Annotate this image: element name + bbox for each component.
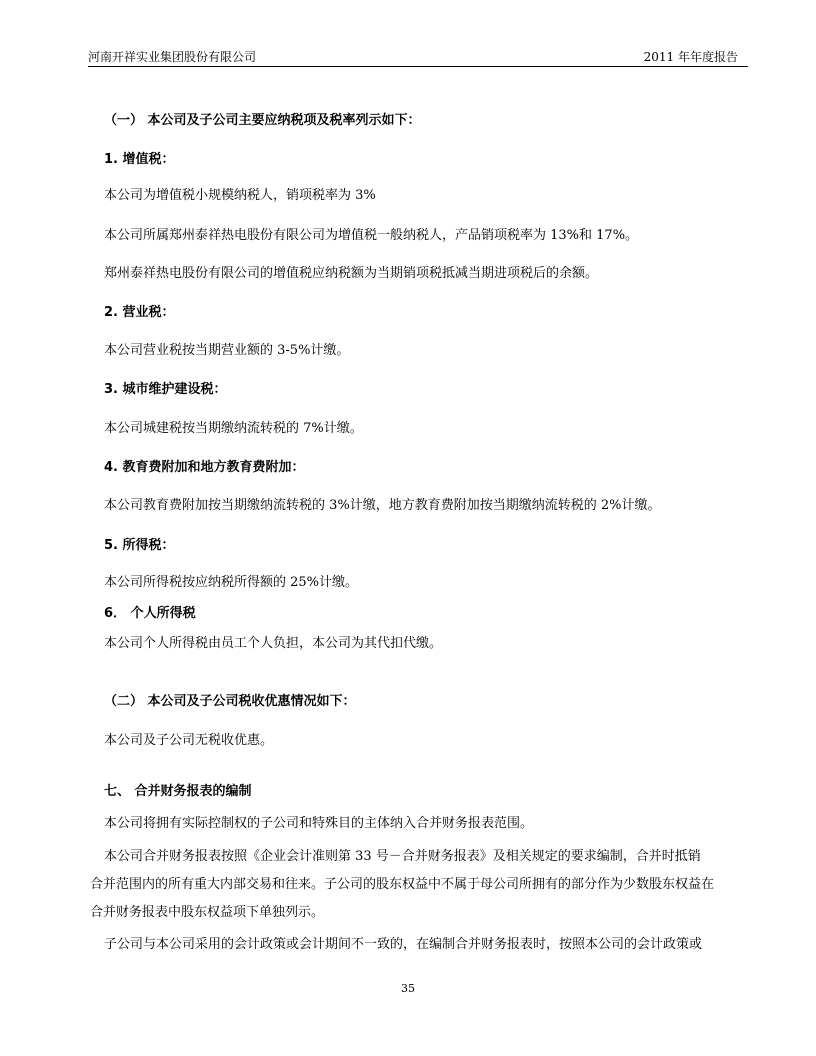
section-1-title: （一） 本公司及子公司主要应纳税项及税率列示如下： <box>104 113 421 128</box>
page-header <box>88 48 748 66</box>
income-tax-heading: 5. 所得税： <box>104 538 175 553</box>
section-7-paragraph-2-line-2: 合并范围内的所有重大内部交易和往来。子公司的股东权益中不属于母公司所拥有的部分作为少数股东权益在 <box>90 877 715 892</box>
income-tax-paragraph: 本公司所得税按应纳税所得额的 25%计缴。 <box>104 575 359 590</box>
header-report-title: 2011 年年度报告 <box>643 50 738 64</box>
section-2-title: （二） 本公司及子公司税收优惠情况如下： <box>104 694 356 709</box>
city-tax-paragraph: 本公司城建税按当期缴纳流转税的 7%计缴。 <box>104 421 363 436</box>
vat-paragraph-2: 本公司所属郑州泰祥热电股份有限公司为增值税一般纳税人，产品销项税率为 13%和 17%。 <box>104 228 639 243</box>
section-7-title: 七、 合并财务报表的编制 <box>104 784 252 799</box>
personal-tax-paragraph: 本公司个人所得税由员工个人负担，本公司为其代扣代缴。 <box>104 636 443 651</box>
section-7-paragraph-2-line-3: 合并财务报表中股东权益项下单独列示。 <box>90 905 325 920</box>
header-company-name: 河南开祥实业集团股份有限公司 <box>88 50 257 64</box>
vat-paragraph-1: 本公司为增值税小规模纳税人，销项税率为 3% <box>104 188 376 203</box>
vat-paragraph-3: 郑州泰祥热电股份有限公司的增值税应纳税额为当期销项税抵减当期进项税后的余额。 <box>104 266 599 281</box>
section-2-paragraph: 本公司及子公司无税收优惠。 <box>104 733 274 748</box>
section-7-paragraph-3-line-1: 子公司与本公司采用的会计政策或会计期间不一致的，在编制合并财务报表时，按照本公司的会计政策或 <box>104 937 703 952</box>
business-tax-paragraph: 本公司营业税按当期营业额的 3-5%计缴。 <box>104 343 350 358</box>
header-divider <box>88 66 748 67</box>
personal-tax-heading: 6． 个人所得税 <box>104 606 196 621</box>
education-fee-heading: 4. 教育费附加和地方教育费附加： <box>104 460 305 475</box>
section-7-paragraph-2-line-1: 本公司合并财务报表按照《企业会计准则第 33 号－合并财务报表》及相关规定的要求编制，合并时抵销 <box>104 849 701 864</box>
business-tax-heading: 2. 营业税： <box>104 305 175 320</box>
page-number: 35 <box>401 982 415 995</box>
city-tax-heading: 3. 城市维护建设税： <box>104 382 227 397</box>
education-fee-paragraph: 本公司教育费附加按当期缴纳流转税的 3%计缴，地方教育费附加按当期缴纳流转税的 2%计缴。 <box>104 498 661 513</box>
vat-heading: 1. 增值税： <box>104 152 175 167</box>
section-7-paragraph-1: 本公司将拥有实际控制权的子公司和特殊目的主体纳入合并财务报表范围。 <box>104 816 534 831</box>
